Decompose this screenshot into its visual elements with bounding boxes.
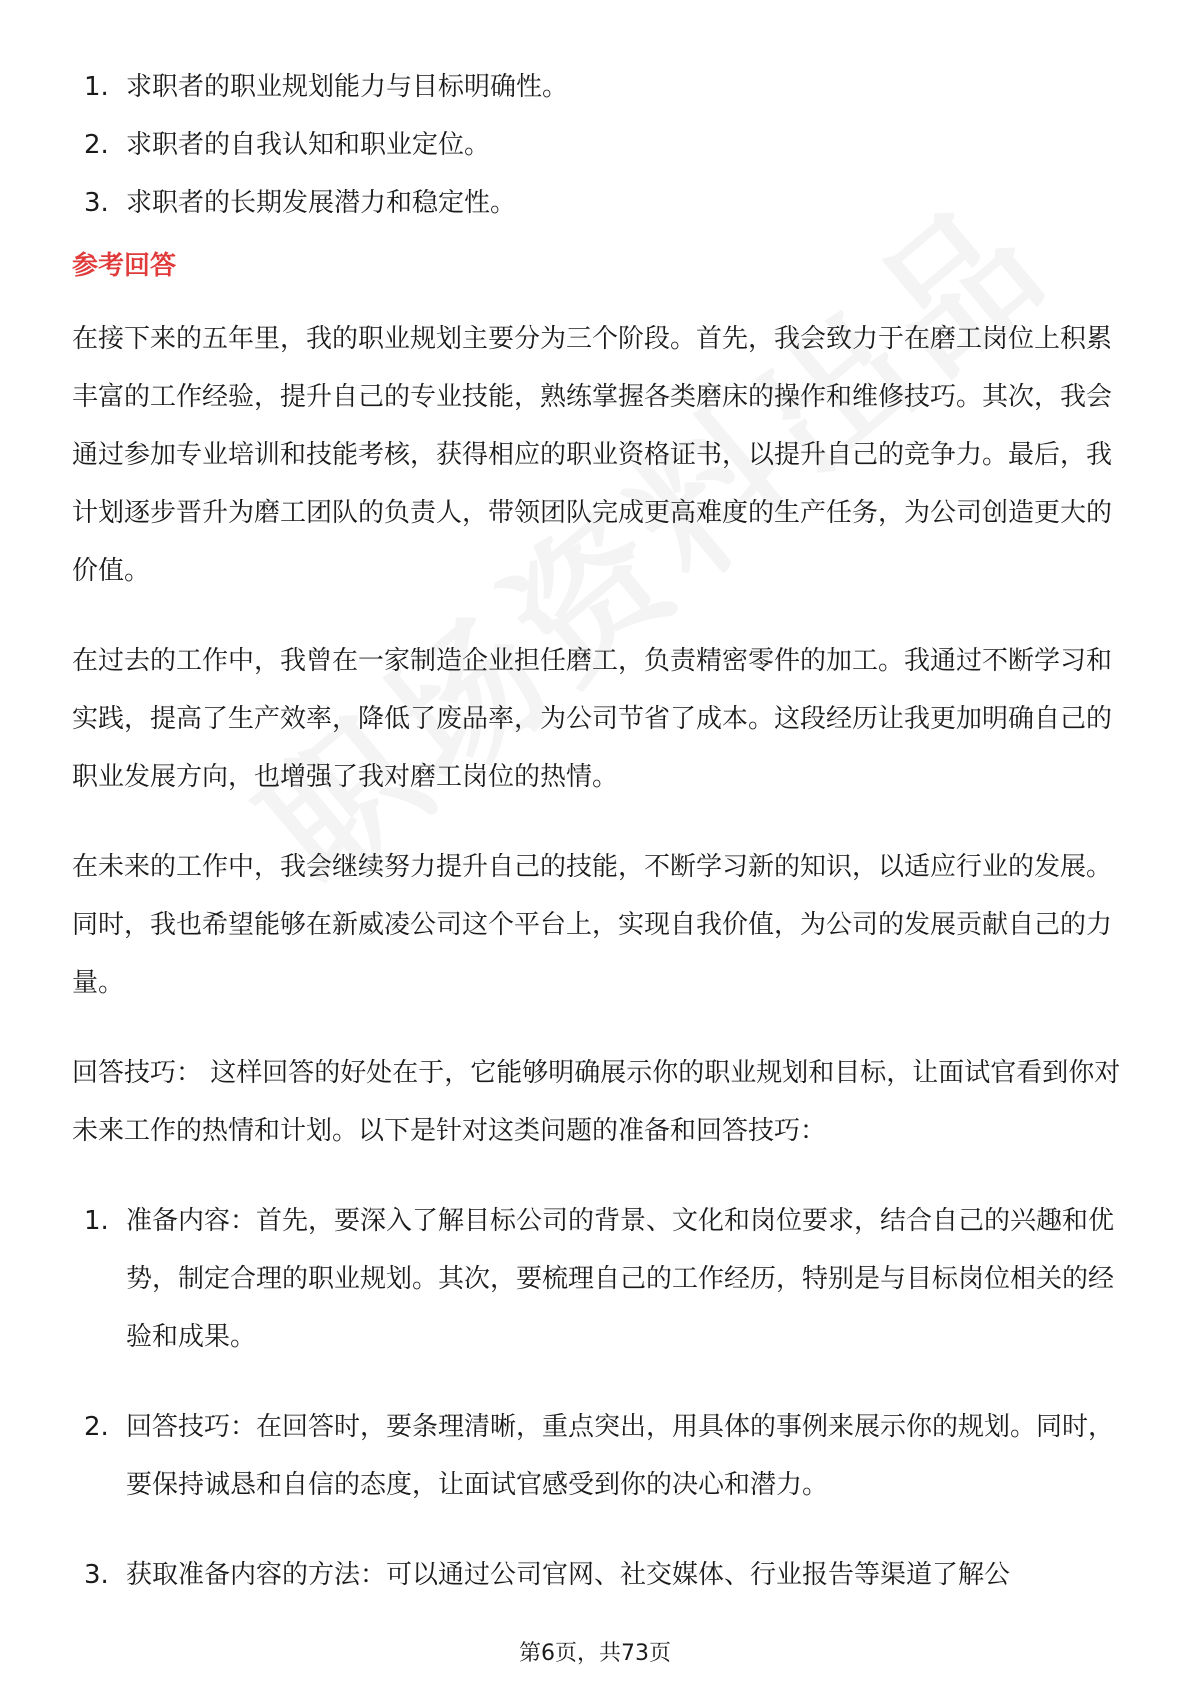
evaluation-points-list (72, 58, 1122, 232)
answer-paragraph: 在接下来的五年里，我的职业规划主要分为三个阶段。首先，我会致力于在磨工岗位上积累丰富的工作经验，提升自己的专业技能，熟练掌握各类磨床的操作和维修技巧。其次，我会通过参加专业培训和技能考核，获得相应的职业资格证书，以提升自己的竞争力。最后，我计划逐步晋升为磨工团队的负责人，带领团队完成更高难度的生产任务，为公司创造更大的价值。 (72, 324, 1113, 586)
list-number: 1. (84, 1206, 109, 1236)
list-text: 求职者的自我认知和职业定位。 (126, 130, 491, 160)
list-item (72, 58, 1122, 116)
list-text: 准备内容：首先，要深入了解目标公司的背景、文化和岗位要求，结合自己的兴趣和优势，制定合理的职业规划。其次，要梳理自己的工作经历，特别是与目标岗位相关的经验和成果。 (126, 1206, 1115, 1352)
answer-paragraph: 在未来的工作中，我会继续努力提升自己的技能，不断学习新的知识，以适应行业的发展。同时，我也希望能够在新威凌公司这个平台上，实现自我价值，为公司的发展贡献自己的力量。 (72, 852, 1113, 998)
section-heading: 参考回答 (72, 251, 177, 281)
tips-intro-paragraph: 回答技巧： 这样回答的好处在于，它能够明确展示你的职业规划和目标，让面试官看到你对未来工作的热情和计划。以下是针对这类问题的准备和回答技巧： (72, 1058, 1121, 1146)
page-content (72, 58, 1122, 1636)
tips-list (72, 1192, 1122, 1604)
list-text: 回答技巧：在回答时，要条理清晰，重点突出，用具体的事例来展示你的规划。同时，要保持诚恳和自信的态度，让面试官感受到你的决心和潜力。 (126, 1412, 1115, 1500)
list-number: 1. (84, 72, 109, 102)
list-number: 2. (84, 130, 109, 160)
answer-paragraph: 在过去的工作中，我曾在一家制造企业担任磨工，负责精密零件的加工。我通过不断学习和实践，提高了生产效率，降低了废品率，为公司节省了成本。这段经历让我更加明确自己的职业发展方向，也增强了我对磨工岗位的热情。 (72, 646, 1113, 792)
list-item (72, 1398, 1122, 1514)
list-item (72, 1192, 1122, 1366)
list-text: 求职者的职业规划能力与目标明确性。 (126, 72, 569, 102)
list-item (72, 116, 1122, 174)
list-number: 2. (84, 1412, 109, 1442)
list-number: 3. (84, 1560, 109, 1590)
page-number-footer: 第6页，共73页 (519, 1641, 671, 1666)
list-text: 获取准备内容的方法：可以通过公司官网、社交媒体、行业报告等渠道了解公 (126, 1560, 1011, 1590)
list-text: 求职者的长期发展潜力和稳定性。 (126, 188, 517, 218)
list-item (72, 174, 1122, 232)
list-item (72, 1546, 1122, 1604)
list-number: 3. (84, 188, 109, 218)
